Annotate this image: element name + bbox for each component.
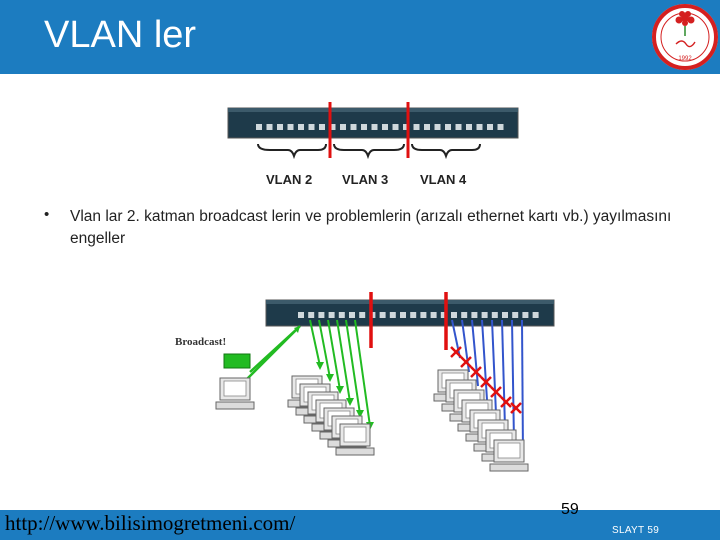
port: [329, 312, 335, 318]
port: [502, 312, 508, 318]
port: [382, 124, 388, 130]
port: [308, 312, 314, 318]
port: [277, 124, 283, 130]
green-arrowhead: [326, 374, 334, 382]
green-link: [310, 320, 320, 366]
port: [487, 124, 493, 130]
port: [349, 312, 355, 318]
port: [420, 312, 426, 318]
port: [498, 124, 504, 130]
pc-icon: [336, 424, 374, 455]
port: [318, 312, 324, 318]
logo-year: 1992: [678, 56, 692, 62]
port: [256, 124, 262, 130]
port: [424, 124, 430, 130]
port: [445, 124, 451, 130]
vlan4-label: VLAN 4: [420, 172, 467, 187]
port: [380, 312, 386, 318]
port: [351, 124, 357, 130]
vlan-switch-diagram: [222, 98, 522, 198]
blue-link: [522, 320, 523, 456]
port: [340, 124, 346, 130]
university-seal-icon: [650, 2, 720, 72]
vlan3-label: VLAN 3: [342, 172, 389, 187]
pc-icon: [216, 378, 254, 409]
port: [482, 312, 488, 318]
port: [533, 312, 539, 318]
port: [361, 124, 367, 130]
port: [466, 124, 472, 130]
port: [319, 124, 325, 130]
pc-icon: [490, 440, 528, 471]
switch-body: [228, 108, 518, 138]
port: [298, 124, 304, 130]
port: [471, 312, 477, 318]
port: [298, 312, 304, 318]
blue-link: [482, 320, 487, 400]
port: [461, 312, 467, 318]
port: [309, 124, 315, 130]
port: [267, 124, 273, 130]
port: [435, 124, 441, 130]
port: [477, 124, 483, 130]
bullet-marker: •: [44, 206, 50, 223]
port: [492, 312, 498, 318]
broadcast-diagram: [170, 288, 570, 478]
port: [410, 312, 416, 318]
port: [288, 124, 294, 130]
vlan-braces: [258, 144, 480, 156]
website-url[interactable]: http://www.bilisimogretmeni.com/: [5, 511, 296, 535]
port: [431, 312, 437, 318]
port: [512, 312, 518, 318]
port: [451, 312, 457, 318]
bullet-text: Vlan lar 2. katman broadcast lerin ve problemlerin (arızalı ethernet kartı vb.) yayılmasını engeller: [70, 208, 672, 247]
port: [359, 312, 365, 318]
port: [400, 312, 406, 318]
port: [522, 312, 528, 318]
slide-title: VLAN ler: [44, 14, 197, 56]
port: [372, 124, 378, 130]
port: [393, 124, 399, 130]
blue-link: [492, 320, 496, 414]
green-link: [319, 320, 330, 378]
green-arrowhead: [346, 398, 354, 406]
port: [339, 312, 345, 318]
green-arrowhead: [316, 362, 324, 370]
blue-link: [512, 320, 514, 442]
vlan2-label: VLAN 2: [266, 172, 313, 187]
slide-label: SLAYT 59: [612, 525, 660, 536]
blue-link: [502, 320, 505, 428]
port: [414, 124, 420, 130]
port: [456, 124, 462, 130]
broadcast-label: Broadcast!: [175, 336, 227, 348]
port: [390, 312, 396, 318]
broadcast-packet: [224, 354, 250, 368]
page-number: 59: [561, 501, 579, 518]
